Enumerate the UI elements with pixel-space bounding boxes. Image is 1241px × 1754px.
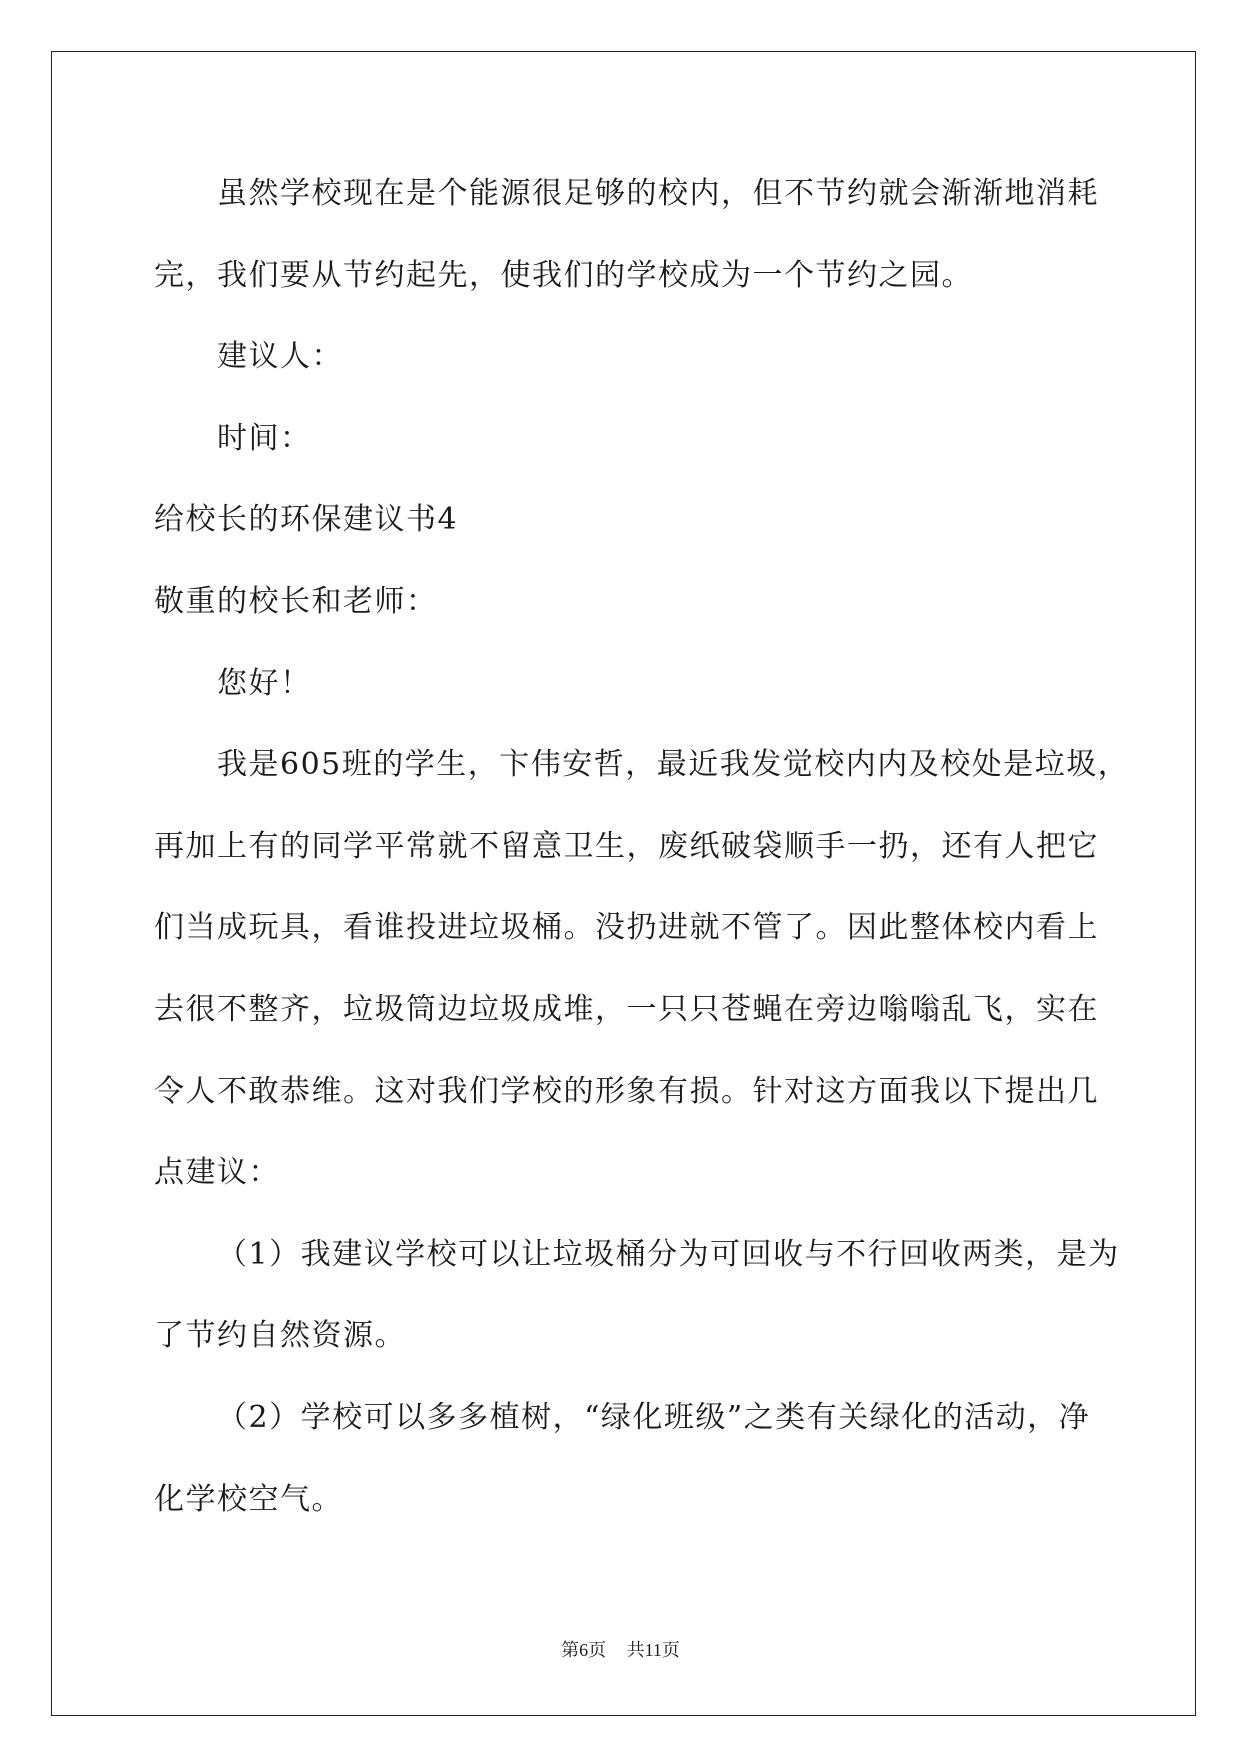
text-line: 令人不敢恭维。这对我们学校的形象有损。针对这方面我以下提出几 [154, 1073, 1099, 1109]
text-line: 时间： [217, 420, 312, 456]
greeting [154, 643, 1154, 725]
salutation [154, 561, 1154, 643]
text-line: 再加上有的同学平常就不留意卫生，废纸破袋顺手一扔，还有人把它 [154, 828, 1099, 864]
page-footer [0, 1636, 1241, 1664]
paragraph [154, 724, 1154, 1214]
text-line: 敬重的校长和老师： [154, 583, 438, 619]
page-number: 第6页 [561, 1640, 607, 1660]
text-line: （2）学校可以多多植树，“绿化班级”之类有关绿化的活动，净 [217, 1399, 1091, 1435]
text-line: 们当成玩具，看谁投进垃圾桶。没扔进就不管了。因此整体校内看上 [154, 910, 1099, 946]
suggestion-item [154, 1377, 1154, 1540]
text-line: 给校长的环保建议书4 [154, 502, 459, 538]
section-title [154, 479, 1154, 561]
text-line: （1）我建议学校可以让垃圾桶分为可回收与不行回收两类，是为 [217, 1236, 1120, 1272]
text-line: 虽然学校现在是个能源很足够的校内，但不节约就会渐渐地消耗 [217, 176, 1099, 211]
text-line: 点建议： [154, 1155, 280, 1191]
text-line: 完，我们要从节约起先，使我们的学校成为一个节约之园。 [154, 257, 973, 293]
text-line: 您好！ [217, 665, 312, 701]
document-body [154, 153, 1154, 1540]
text-line: 我是605班的学生，卞伟安哲，最近我发觉校内内及校处是垃圾， [217, 747, 1130, 783]
text-line: 化学校空气。 [154, 1481, 343, 1517]
text-line: 建议人： [217, 339, 343, 375]
suggestion-item [154, 1214, 1154, 1377]
text-line: 了节约自然资源。 [154, 1318, 406, 1354]
date-label [154, 398, 1154, 480]
proposer-label [154, 316, 1154, 398]
page-count: 共11页 [626, 1640, 680, 1660]
paragraph [154, 153, 1154, 316]
text-line: 去很不整齐，垃圾筒边垃圾成堆，一只只苍蝇在旁边嗡嗡乱飞，实在 [154, 991, 1099, 1027]
